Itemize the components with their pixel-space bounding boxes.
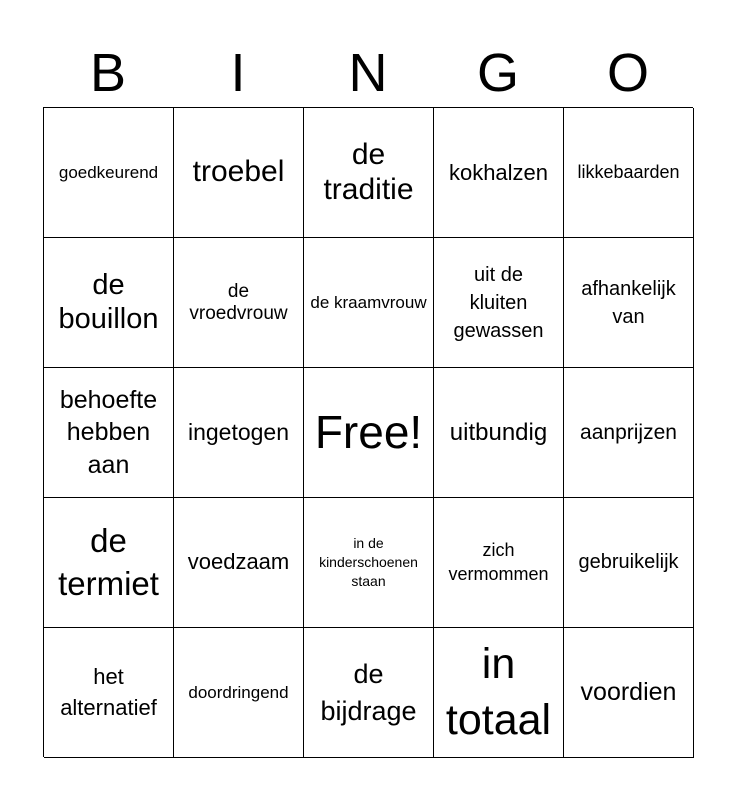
cell-text: voedzaam — [187, 549, 290, 575]
bingo-cell-r3-c2[interactable] — [174, 368, 304, 498]
cell-text: ingetogen — [187, 419, 290, 446]
cell-text: in totaal — [445, 640, 552, 744]
bingo-cell-free[interactable] — [304, 368, 434, 498]
cell-text: aanprijzen — [580, 420, 677, 444]
cell-text: gebruikelijk — [578, 551, 679, 573]
bingo-cell-r2-c2[interactable] — [174, 238, 304, 368]
cell-text: afhankelijk van — [581, 277, 676, 328]
bingo-cell-r2-c1[interactable] — [44, 238, 174, 368]
header-letter-n: N — [348, 43, 388, 103]
cell-text: likkebaarden — [577, 162, 680, 183]
bingo-grid — [43, 107, 693, 757]
header-letter-o: O — [606, 43, 649, 103]
bingo-cell-r3-c1[interactable] — [44, 368, 174, 498]
header-letter-b: B — [89, 43, 127, 103]
cell-text: uit de kluiten gewassen — [453, 263, 544, 342]
cell-text: in de kinderschoenen staan — [319, 535, 418, 589]
cell-text: doordringend — [188, 682, 289, 702]
cell-text: de traditie — [323, 138, 414, 206]
cell-text: de termiet — [58, 521, 159, 602]
cell-text: troebel — [192, 155, 285, 189]
cell-text: de vroedvrouw — [189, 280, 288, 324]
bingo-cell-r5-c4[interactable] — [434, 628, 564, 758]
cell-text: de kraamvrouw — [310, 292, 427, 312]
bingo-cell-r4-c1[interactable] — [44, 498, 174, 628]
bingo-cell-r5-c3[interactable] — [304, 628, 434, 758]
bingo-cell-r5-c1[interactable] — [44, 628, 174, 758]
bingo-cell-r4-c5[interactable] — [564, 498, 694, 628]
bingo-cell-r1-c4[interactable] — [434, 108, 564, 238]
bingo-cell-r3-c5[interactable] — [564, 368, 694, 498]
bingo-cell-r5-c2[interactable] — [174, 628, 304, 758]
header-letter-g: G — [476, 43, 519, 103]
cell-text: het alternatief — [60, 663, 157, 720]
bingo-cell-r1-c5[interactable] — [564, 108, 694, 238]
cell-text: zich vermommen — [448, 540, 549, 584]
cell-text: voordien — [580, 678, 677, 707]
bingo-cell-r4-c2[interactable] — [174, 498, 304, 628]
bingo-cell-r2-c4[interactable] — [434, 238, 564, 368]
bingo-cell-r5-c5[interactable] — [564, 628, 694, 758]
cell-text: goedkeurend — [58, 162, 159, 182]
bingo-cell-r2-c3[interactable] — [304, 238, 434, 368]
header-letter-i: I — [230, 43, 246, 103]
bingo-header — [43, 40, 693, 106]
bingo-cell-r1-c1[interactable] — [44, 108, 174, 238]
cell-text: de bijdrage — [320, 659, 417, 726]
cell-text: behoefte hebben aan — [59, 385, 158, 479]
bingo-cell-r4-c3[interactable] — [304, 498, 434, 628]
bingo-cell-r4-c4[interactable] — [434, 498, 564, 628]
bingo-cell-r1-c2[interactable] — [174, 108, 304, 238]
cell-text: uitbundig — [449, 418, 548, 446]
bingo-cell-r2-c5[interactable] — [564, 238, 694, 368]
cell-text: de bouillon — [58, 269, 159, 335]
cell-text: kokhalzen — [448, 159, 549, 185]
bingo-cell-r1-c3[interactable] — [304, 108, 434, 238]
bingo-cell-r3-c4[interactable] — [434, 368, 564, 498]
free-space-text: Free! — [314, 406, 423, 459]
